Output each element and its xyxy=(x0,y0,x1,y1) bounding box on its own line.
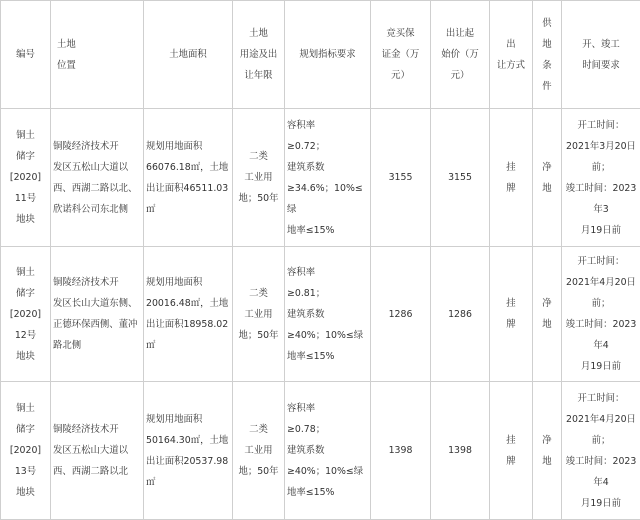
header-start-price: 出让起 始价（万 元） xyxy=(431,1,490,109)
parcel-supply: 净 地 xyxy=(533,109,562,247)
parcel-location: 铜陵经济技术开 发区五松山大道以 西、西湖二路以北 xyxy=(51,382,144,520)
parcel-supply: 净 地 xyxy=(533,247,562,382)
parcel-id: 铜土 储字 [2020] 13号 地块 xyxy=(1,382,51,520)
parcel-schedule: 开工时间： 2021年3月20日前； 竣工时间：2023年3 月19日前 xyxy=(562,109,640,247)
parcel-method: 挂 牌 xyxy=(490,382,533,520)
parcel-start-price: 3155 xyxy=(431,109,490,247)
parcel-location: 铜陵经济技术开 发区五松山大道以 西、西湖二路以北、 欣诺科公司东北侧 xyxy=(51,109,144,247)
parcel-start-price: 1398 xyxy=(431,382,490,520)
parcel-deposit: 1398 xyxy=(371,382,431,520)
parcel-deposit: 3155 xyxy=(371,109,431,247)
header-schedule: 开、竣工 时间要求 xyxy=(562,1,640,109)
header-planning: 规划指标要求 xyxy=(285,1,371,109)
parcel-use-term: 二类 工业用 地；50年 xyxy=(233,247,285,382)
parcel-area: 规划用地面积 20016.48㎡，土地 出让面积18958.02 ㎡ xyxy=(144,247,233,382)
parcel-area: 规划用地面积 66076.18㎡，土地 出让面积46511.03 ㎡ xyxy=(144,109,233,247)
parcel-method: 挂 牌 xyxy=(490,247,533,382)
parcel-use-term: 二类 工业用 地；50年 xyxy=(233,382,285,520)
parcel-planning: 容积率 ≥0.81； 建筑系数 ≥40%；10%≤绿 地率≤15% xyxy=(285,247,371,382)
header-supply: 供 地 条 件 xyxy=(533,1,562,109)
parcel-planning: 容积率 ≥0.72； 建筑系数 ≥34.6%；10%≤绿 地率≤15% xyxy=(285,109,371,247)
parcel-area: 规划用地面积 50164.30㎡，土地 出让面积20537.98 ㎡ xyxy=(144,382,233,520)
parcel-location: 铜陵经济技术开 发区长山大道东侧、 正德环保西侧、董冲 路北侧 xyxy=(51,247,144,382)
parcel-id: 铜土 储字 [2020] 11号 地块 xyxy=(1,109,51,247)
parcel-start-price: 1286 xyxy=(431,247,490,382)
table-row xyxy=(1,109,640,247)
parcel-supply: 净 地 xyxy=(533,382,562,520)
header-area: 土地面积 xyxy=(144,1,233,109)
parcel-id: 铜土 储字 [2020] 12号 地块 xyxy=(1,247,51,382)
header-location: 土地 位置 xyxy=(51,1,144,109)
parcel-deposit: 1286 xyxy=(371,247,431,382)
header-id: 编号 xyxy=(1,1,51,109)
parcel-use-term: 二类 工业用 地；50年 xyxy=(233,109,285,247)
table-row xyxy=(1,382,640,520)
table-header-row xyxy=(1,1,640,109)
table-row xyxy=(1,247,640,382)
header-use-term: 土地 用途及出 让年限 xyxy=(233,1,285,109)
parcel-schedule: 开工时间： 2021年4月20日前； 竣工时间：2023年4 月19日前 xyxy=(562,382,640,520)
header-deposit: 竞买保 证金（万 元） xyxy=(371,1,431,109)
parcel-planning: 容积率 ≥0.78； 建筑系数 ≥40%；10%≤绿 地率≤15% xyxy=(285,382,371,520)
parcel-schedule: 开工时间： 2021年4月20日前； 竣工时间：2023年4 月19日前 xyxy=(562,247,640,382)
parcel-method: 挂 牌 xyxy=(490,109,533,247)
header-method: 出 让方式 xyxy=(490,1,533,109)
